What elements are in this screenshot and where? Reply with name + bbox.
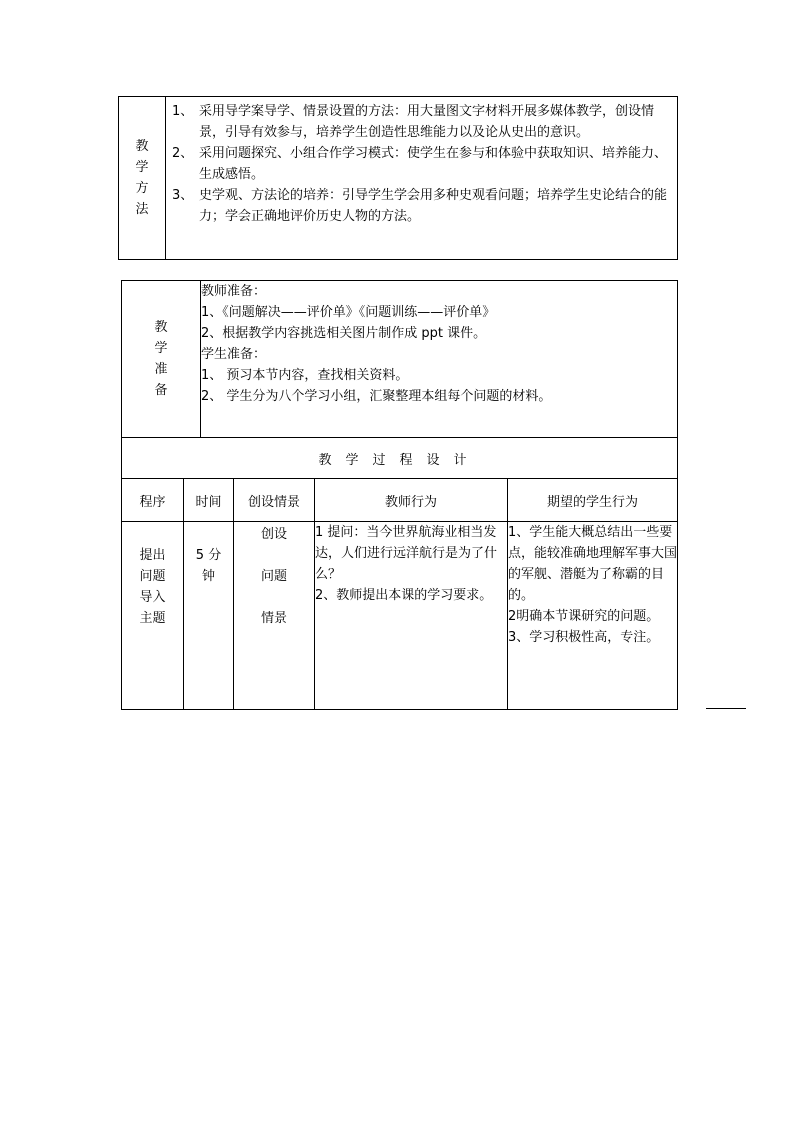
procedure-line: 主题 (139, 611, 166, 626)
teacher-action-item: 1 提问：当今世界航海业相当发达，人们进行远洋航行是为了什么？ (315, 525, 498, 582)
procedure-line: 导入 (139, 590, 166, 605)
teacher-action-item: 2、教师提出本课的学习要求。 (315, 588, 493, 603)
student-action-cell (508, 522, 678, 710)
method-text: 史学观、方法论的培养：引导学生学会用多种史观看问题；培养学生史论结合的能力；学会正确地评价历史人物的方法。 (199, 188, 668, 224)
scenario-line: 情景 (261, 611, 288, 626)
method-number: 3、 (172, 188, 194, 203)
teaching-method-content (166, 97, 678, 260)
prep-line: 教师准备： (201, 284, 267, 299)
student-action-item: 2明确本节课研究的问题。 (508, 609, 660, 624)
scenario-line: 问题 (261, 569, 288, 584)
label-char: 学 (135, 160, 149, 175)
prep-line: 1、《问题解决——评价单》《问题训练——评价单》 (201, 305, 496, 320)
method-item (172, 143, 671, 185)
header-procedure: 程序 (122, 479, 184, 522)
method-text: 采用导学案导学、情景设置的方法：用大量图文字材料开展多媒体教学，创设情景，引导有效参与，培养学生创造性思维能力以及论从史出的意识。 (199, 104, 655, 140)
time-line: 5 分 (195, 548, 222, 563)
header-time: 时间 (184, 479, 234, 522)
procedure-cell (122, 522, 184, 710)
prep-line: 1、 预习本节内容，查找相关资料。 (201, 368, 409, 383)
footnote-rule (706, 708, 746, 709)
teaching-process-table (121, 280, 678, 710)
teaching-method-label (119, 97, 166, 260)
scenario-line: 创设 (261, 527, 288, 542)
prep-line: 2、根据教学内容挑选相关图片制作成 ppt 课件。 (201, 326, 487, 341)
label-char: 备 (154, 383, 168, 398)
method-item (172, 185, 671, 227)
time-cell (184, 522, 234, 710)
student-action-item: 1、学生能大概总结出一些要点，能较准确地理解军事大国的军舰、潜艇为了称霸的目的。 (508, 525, 678, 603)
header-student-action: 期望的学生行为 (508, 479, 678, 522)
method-item (172, 101, 671, 143)
procedure-line: 问题 (139, 569, 166, 584)
method-number: 1、 (172, 104, 194, 119)
student-action-item: 3、学习积极性高，专注。 (508, 630, 660, 645)
method-number: 2、 (172, 146, 194, 161)
scenario-cell (234, 522, 315, 710)
label-char: 教 (154, 320, 168, 335)
label-char: 法 (135, 202, 149, 217)
teaching-method-table (118, 96, 678, 260)
label-char: 学 (154, 341, 168, 356)
label-char: 教 (135, 139, 149, 154)
procedure-line: 提出 (139, 548, 166, 563)
time-line: 钟 (202, 569, 216, 584)
label-char: 准 (154, 362, 168, 377)
preparation-label (122, 281, 201, 438)
header-scenario: 创设情景 (234, 479, 315, 522)
prep-line: 2、 学生分为八个学习小组，汇聚整理本组每个问题的材料。 (201, 389, 552, 404)
preparation-content (201, 281, 678, 438)
teacher-action-cell (315, 522, 508, 710)
prep-line: 学生准备： (201, 347, 267, 362)
method-text: 采用问题探究、小组合作学习模式：使学生在参与和体验中获取知识、培养能力、生成感悟。 (199, 146, 668, 182)
process-design-title: 教学过程设计 (122, 438, 678, 479)
header-teacher-action: 教师行为 (315, 479, 508, 522)
label-char: 方 (135, 181, 149, 196)
